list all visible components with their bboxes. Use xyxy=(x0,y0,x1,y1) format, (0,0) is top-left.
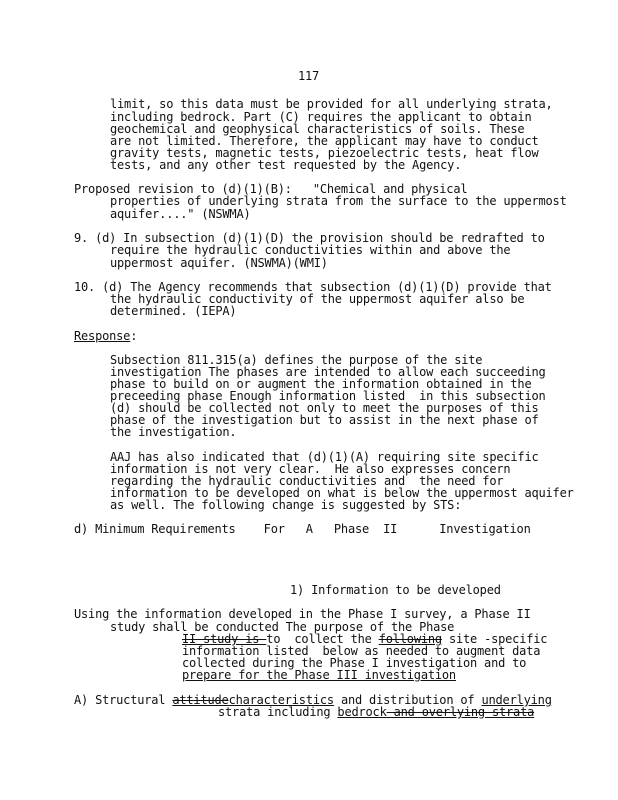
minimum-requirements-line: d) Minimum Requirements For A Phase II Investigation xyxy=(74,522,531,536)
response-p1-line-2: investigation The phases are intended to allow each succeeding xyxy=(110,365,546,379)
inserted-text: characteristics xyxy=(228,693,334,707)
information-heading: 1) Information to be developed xyxy=(290,583,501,597)
response-label: Response xyxy=(74,329,131,343)
struck-text: following xyxy=(378,632,442,646)
response-colon: : xyxy=(130,329,138,343)
response-p2-line-1: AAJ has also indicated that (d)(1)(A) requiring site specific xyxy=(110,450,539,464)
strata-line xyxy=(218,706,534,719)
response-p1-line-6: phase of the investigation but to assist in the next phase of xyxy=(110,413,539,427)
inserted-text: underlying xyxy=(481,693,552,707)
item10-line-1: 10. (d) The Agency recommends that subsection (d)(1)(D) provide that xyxy=(74,280,552,294)
response-p1-line-5: (d) should be collected not only to meet the purposes of this xyxy=(110,401,539,415)
para1-line-3: geochemical and geophysical characteristics of soils. These xyxy=(110,122,525,136)
using-line-5: collected during the Phase I investigation and to xyxy=(182,656,527,670)
item9-line-2: require the hydraulic conductivities within and above the xyxy=(110,243,511,257)
item10-line-3: determined. (IEPA) xyxy=(110,304,237,318)
plain-text: to collect the xyxy=(266,632,379,646)
para1-line-1: limit, so this data must be provided for all underlying strata, xyxy=(110,97,553,111)
para1-line-4: are not limited. Therefore, the applicant may have to conduct xyxy=(110,134,539,148)
item9-line-1: 9. (d) In subsection (d)(1)(D) the provision should be redrafted to xyxy=(74,231,545,245)
response-heading xyxy=(74,330,137,343)
response-p1-line-1: Subsection 811.315(a) defines the purpose of the site xyxy=(110,353,483,367)
proposed-line-2: properties of underlying strata from the surface to the uppermost xyxy=(110,194,567,208)
proposed-line-1: Proposed revision to (d)(1)(B): "Chemical and physical xyxy=(74,182,468,196)
page-number: 117 xyxy=(298,69,320,83)
response-p1-line-3: phase to build on or augment the information obtained in the xyxy=(110,377,532,391)
struck-text: attitude xyxy=(172,693,229,707)
inserted-text: bedrock xyxy=(337,705,387,719)
response-p2-line-3: regarding the hydraulic conductivities and the need for xyxy=(110,474,504,488)
item10-line-2: the hydraulic conductivity of the uppermost aquifer also be xyxy=(110,292,525,306)
using-line-2: study shall be conducted The purpose of the Phase xyxy=(110,620,455,634)
para1-line-6: tests, and any other test requested by the Agency. xyxy=(110,158,462,172)
struck-text: II study is xyxy=(182,632,267,646)
plain-text: strata including xyxy=(218,705,338,719)
item9-line-3: uppermost aquifer. (NSWMA)(WMI) xyxy=(110,256,328,270)
using-line-6: prepare for the Phase III investigation xyxy=(182,668,456,682)
para1-line-5: gravity tests, magnetic tests, piezoelectric tests, heat flow xyxy=(110,146,539,160)
para1-line-2: including bedrock. Part (C) requires the applicant to obtain xyxy=(110,110,532,124)
plain-text: A) Structural xyxy=(74,693,173,707)
plain-text: and distribution of xyxy=(333,693,482,707)
response-p2-line-2: information is not very clear. He also expresses concern xyxy=(110,462,511,476)
struck-text: and overlying strata xyxy=(386,705,535,719)
response-p1-line-7: the investigation. xyxy=(110,425,237,439)
using-line-4: information listed below as needed to augment data xyxy=(182,644,541,658)
proposed-line-3: aquifer...." (NSWMA) xyxy=(110,207,251,221)
response-p2-line-4: information to be developed on what is below the uppermost aquifer xyxy=(110,486,574,500)
response-p1-line-4: preceeding phase Enough information listed in this subsection xyxy=(110,389,546,403)
response-p2-line-5: as well. The following change is suggested by STS: xyxy=(110,498,462,512)
using-line-1: Using the information developed in the Phase I survey, a Phase II xyxy=(74,607,531,621)
plain-text: site -specific xyxy=(441,632,548,646)
